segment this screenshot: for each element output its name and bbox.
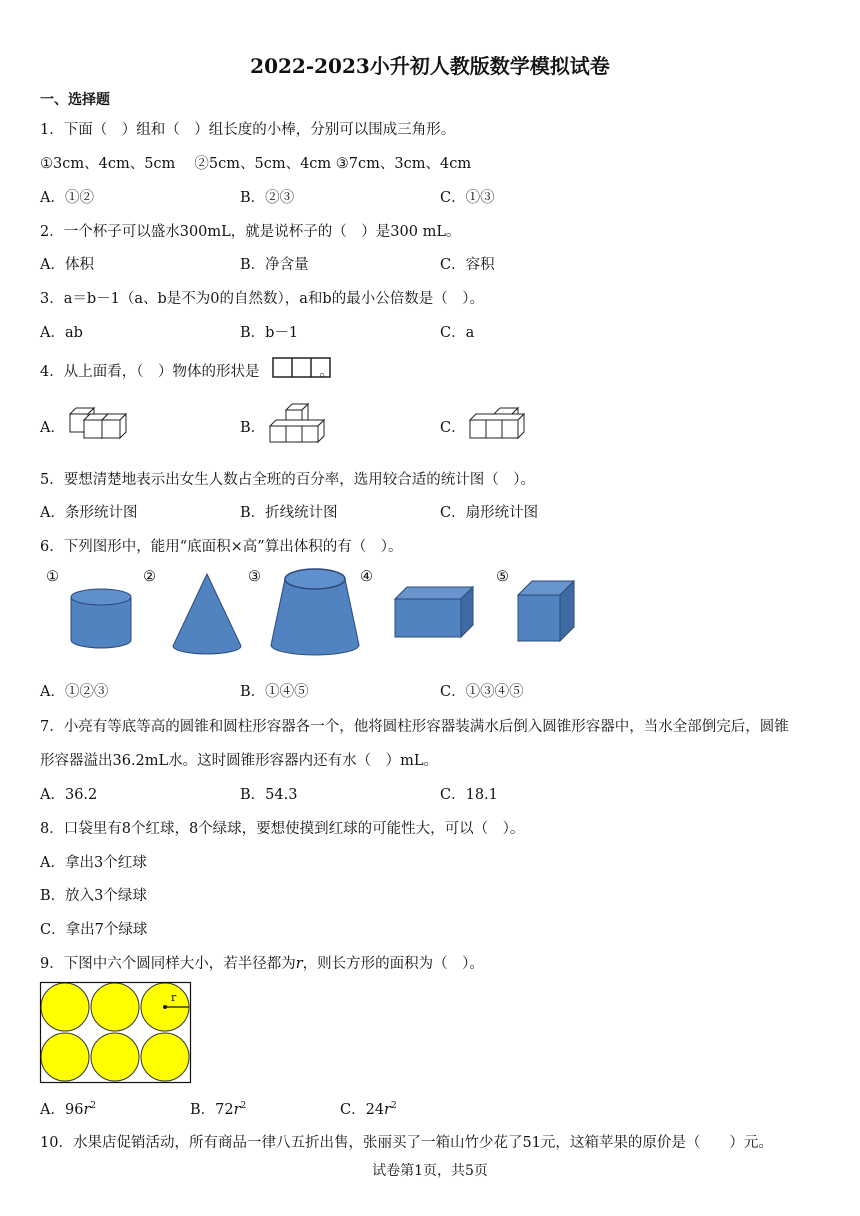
q1-option-c: C．①③ (440, 190, 495, 206)
question-3: 3．a＝b－1（a、b是不为0的自然数），a和b的最小公倍数是（ ）。 (40, 291, 484, 307)
cylinder-shape (68, 588, 134, 650)
q9-option-a-value: A．96 (40, 1102, 84, 1118)
q4-option-c-cubes-figure (468, 404, 528, 440)
q5-option-a: A．条形统计图 (40, 505, 138, 521)
q9-option-b-exp: 2 (240, 1101, 247, 1112)
q9-option-b-r: r (233, 1102, 241, 1118)
frustum-shape (268, 565, 362, 657)
q2-option-a: A．体积 (40, 257, 94, 273)
section-heading: 一、选择题 (40, 92, 110, 108)
question-2: 2．一个杯子可以盛水300mL，就是说杯子的（ ）是300 mL。 (40, 224, 461, 240)
q4-option-b: B． (240, 420, 266, 436)
q6-label-3: ③ (248, 569, 261, 585)
q9-stem: 9．下图中六个圆同样大小，若半径都为 (40, 956, 296, 972)
q4-option-c: C． (440, 420, 466, 436)
q9-option-c (340, 1098, 397, 1119)
question-10: 10．水果店促销活动，所有商品一律八五折出售，张丽买了一箱山竹少花了51元，这箱苹果的原价是（ ）元。 (40, 1135, 773, 1151)
q6-option-c: C．①③④⑤ (440, 684, 524, 700)
question-7-line-1: 7．小亮有等底等高的圆锥和圆柱形容器各一个，他将圆柱形容器装满水后倒入圆锥形容器中，当水全部倒完后，圆锥 (40, 719, 789, 735)
cone-shape (170, 572, 244, 658)
page-title: 2022-2023小升初人教版数学模拟试卷 (250, 54, 610, 78)
q2-option-b: B．净含量 (240, 257, 309, 273)
q6-label-1: ① (46, 569, 59, 585)
q9-option-a (40, 1098, 96, 1119)
q4-stem: 4．从上面看，（ ）物体的形状是 (40, 364, 260, 380)
q6-option-a: A．①②③ (40, 684, 109, 700)
q8-option-a: A．拿出3个红球 (40, 855, 147, 871)
q3-option-b: B．b－1 (240, 325, 299, 341)
figure-radius-label: r (171, 991, 177, 1004)
q9-option-a-r: r (83, 1102, 91, 1118)
q7-option-a: A．36.2 (40, 787, 98, 803)
q8-option-b: B．放入3个绿球 (40, 888, 147, 904)
q1-option-a: A．①② (40, 190, 94, 206)
q4-option-a: A． (40, 420, 65, 436)
six-circles-rectangle-figure (40, 982, 192, 1084)
q6-option-b: B．①④⑤ (240, 684, 309, 700)
cuboid-shape (393, 585, 477, 641)
q9-option-b (190, 1098, 246, 1119)
three-squares-top-view-figure (272, 357, 332, 379)
q4-option-a-cubes-figure (68, 404, 128, 440)
q6-label-5: ⑤ (496, 569, 509, 585)
cube-shape (516, 579, 578, 645)
q6-label-4: ④ (360, 569, 373, 585)
question-5: 5．要想清楚地表示出女生人数占全班的百分率，选用较合适的统计图（ ）。 (40, 472, 535, 488)
q9-option-c-exp: 2 (390, 1101, 397, 1112)
q5-option-b: B．折线统计图 (240, 505, 338, 521)
q6-label-2: ② (143, 569, 156, 585)
q3-option-a: A．ab (40, 325, 83, 341)
q9-stem-end: ，则长方形的面积为（ ）。 (302, 956, 484, 972)
q1-option-b: B．②③ (240, 190, 295, 206)
question-1: 1．下面（ ）组和（ ）组长度的小棒，分别可以围成三角形。 (40, 122, 456, 138)
question-1-items: ①3cm、4cm、5cm ②5cm、5cm、4cm ③7cm、3cm、4cm (40, 156, 472, 172)
q4-stem-end: 。 (319, 364, 334, 380)
q7-option-b: B．54.3 (240, 787, 298, 803)
q8-option-c: C．拿出7个绿球 (40, 922, 148, 938)
question-9 (40, 952, 484, 973)
q9-option-c-r: r (384, 1102, 391, 1118)
q3-option-c: C．a (440, 325, 475, 341)
q2-option-c: C．容积 (440, 257, 495, 273)
q9-option-a-exp: 2 (90, 1101, 97, 1112)
question-7-line-2: 形容器溢出36.2mL水。这时圆锥形容器内还有水（ ）mL。 (40, 753, 439, 769)
q4-option-b-cubes-figure (268, 402, 332, 444)
q9-radius-symbol: r (295, 956, 303, 972)
page-footer: 试卷第1页，共5页 (372, 1163, 488, 1179)
q7-option-c: C．18.1 (440, 787, 498, 803)
question-8: 8．口袋里有8个红球，8个绿球，要想使摸到红球的可能性大，可以（ ）。 (40, 821, 525, 837)
q9-option-b-value: B．72 (190, 1102, 234, 1118)
q5-option-c: C．扇形统计图 (440, 505, 539, 521)
question-6: 6．下列图形中，能用“底面积×高”算出体积的有（ ）。 (40, 539, 403, 555)
q9-option-c-value: C．24 (340, 1102, 385, 1118)
